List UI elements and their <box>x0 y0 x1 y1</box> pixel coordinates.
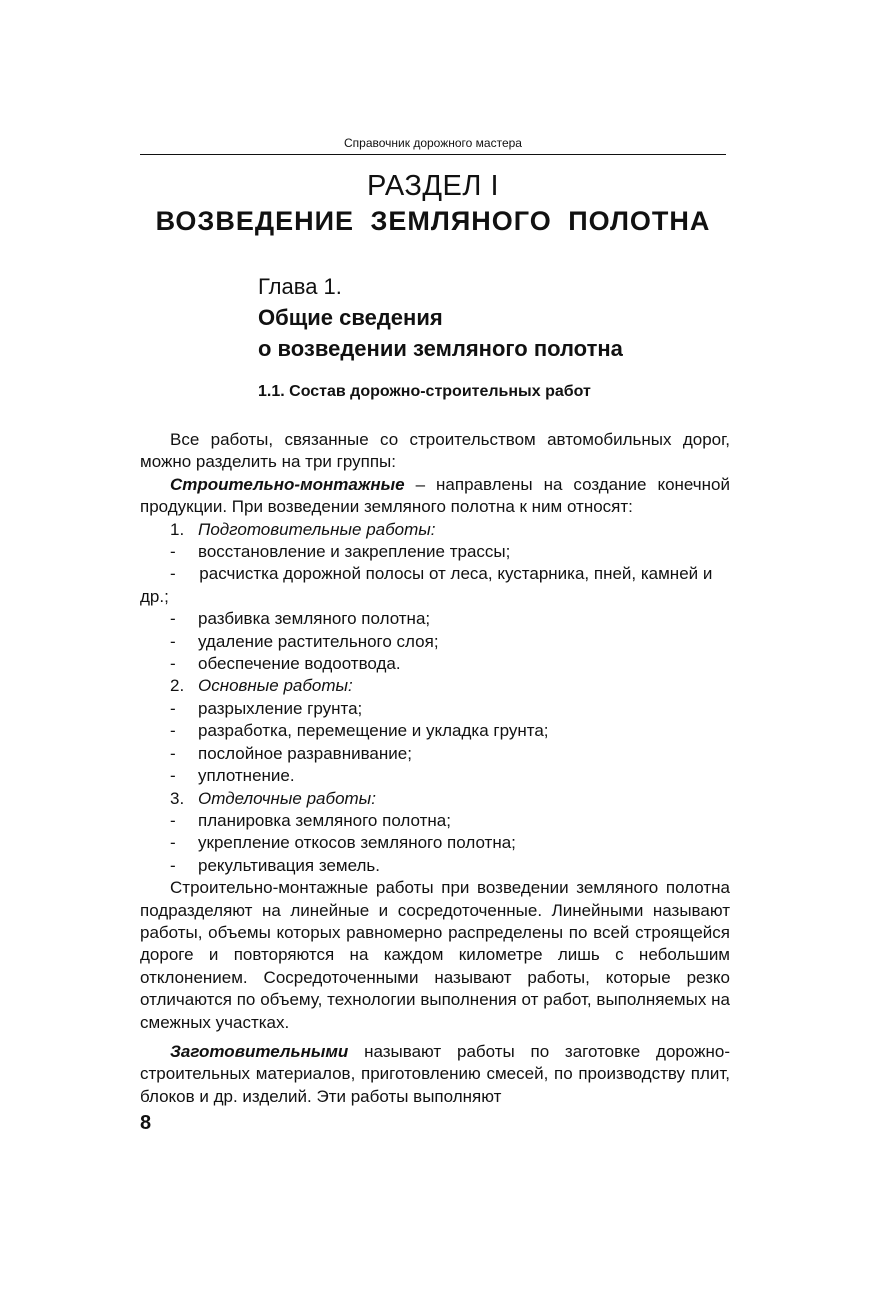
list-item <box>140 765 730 787</box>
list-item-text: расчистка дорожной полосы от леса, кустарника, пней, камней и др.; <box>140 564 713 606</box>
chapter-title-line1: Общие сведения <box>258 305 443 330</box>
procurement-paragraph <box>140 1041 730 1108</box>
group1-title: Подготовительные работы: <box>198 519 436 539</box>
chapter-title-line2: о возведении земляного полотна <box>258 336 623 361</box>
procurement-text: называют работы по заготовке дорожно-строительных материалов, приготовлению смесей, по производству плит, блоков и др. изделий. Эти работы выполняют <box>140 1041 730 1106</box>
list-item-text: разрыхление грунта; <box>198 698 363 718</box>
list-item-wrapped <box>140 563 730 608</box>
list-item <box>140 855 730 877</box>
dash-marker: - <box>170 542 176 562</box>
linear-works-paragraph: Строительно-монтажные работы при возведении земляного полотна подразделяют на линейные и сосредоточенные. Линейными называют работы, объемы которых равномерно распределены по всей строящейся дороге и повторяются на каждом километре лишь с небольшим отклонением. Сосредоточенными называют работы, которые резко отличаются по объему, технологии выполнения от работ, выполняемых на смежных участках. <box>140 878 730 1032</box>
group3-heading <box>140 788 730 810</box>
running-header: Справочник дорожного мастера <box>344 136 522 150</box>
construction-text: – направлены на создание конечной продукции. При возведении земляного полотна к ним относят: <box>140 474 730 517</box>
dash-marker: - <box>170 721 176 741</box>
list-item-text: обеспечение водоотвода. <box>198 654 401 674</box>
dash-marker: - <box>170 564 176 584</box>
dash-marker: - <box>170 810 176 830</box>
chapter-number: Глава 1. <box>258 274 342 299</box>
list-item-text: уплотнение. <box>198 766 295 786</box>
chapter-heading <box>258 272 728 364</box>
dash-marker: - <box>170 631 176 651</box>
dash-marker: - <box>170 855 176 875</box>
dash-marker: - <box>170 743 176 763</box>
list-item-text: удаление растительного слоя; <box>198 631 439 651</box>
page-number: 8 <box>140 1112 152 1134</box>
header-rule <box>140 154 726 155</box>
group1-number: 1. <box>170 519 185 539</box>
list-item-text: разработка, перемещение и укладка грунта; <box>198 721 549 741</box>
construction-term: Строительно-монтажные <box>170 474 405 494</box>
construction-paragraph <box>140 474 730 519</box>
list-item <box>140 608 730 630</box>
list-item <box>140 832 730 854</box>
list-item-text: рекультивация земель. <box>198 855 380 875</box>
list-item-text: планировка земляного полотна; <box>198 810 451 830</box>
list-item <box>140 631 730 653</box>
group3-number: 3. <box>170 788 185 808</box>
dash-marker: - <box>170 609 176 629</box>
group1-heading <box>140 519 730 541</box>
list-item <box>140 810 730 832</box>
list-item-text: разбивка земляного полотна; <box>198 609 431 629</box>
intro-paragraph: Все работы, связанные со строительством автомобильных дорог, можно разделить на три группы: <box>140 430 730 472</box>
list-item <box>140 541 730 563</box>
group2-title: Основные работы: <box>198 676 353 696</box>
procurement-term: Заготовительными <box>170 1041 349 1061</box>
list-item-text: послойное разравнивание; <box>198 743 412 763</box>
body-text <box>140 429 730 1108</box>
group2-heading <box>140 675 730 697</box>
list-item <box>140 743 730 765</box>
dash-marker: - <box>170 698 176 718</box>
list-item <box>140 653 730 675</box>
list-item <box>140 698 730 720</box>
section-title: ВОЗВЕДЕНИЕ ЗЕМЛЯНОГО ПОЛОТНА <box>155 206 711 236</box>
dash-marker: - <box>170 766 176 786</box>
group3-title: Отделочные работы: <box>198 788 376 808</box>
list-item-text: укрепление откосов земляного полотна; <box>198 833 516 853</box>
section-label: РАЗДЕЛ I <box>366 170 500 202</box>
list-item <box>140 720 730 742</box>
group2-number: 2. <box>170 676 185 696</box>
dash-marker: - <box>170 833 176 853</box>
dash-marker: - <box>170 654 176 674</box>
subsection-title: 1.1. Состав дорожно-строительных работ <box>258 383 591 400</box>
list-item-text: восстановление и закрепление трассы; <box>198 542 511 562</box>
